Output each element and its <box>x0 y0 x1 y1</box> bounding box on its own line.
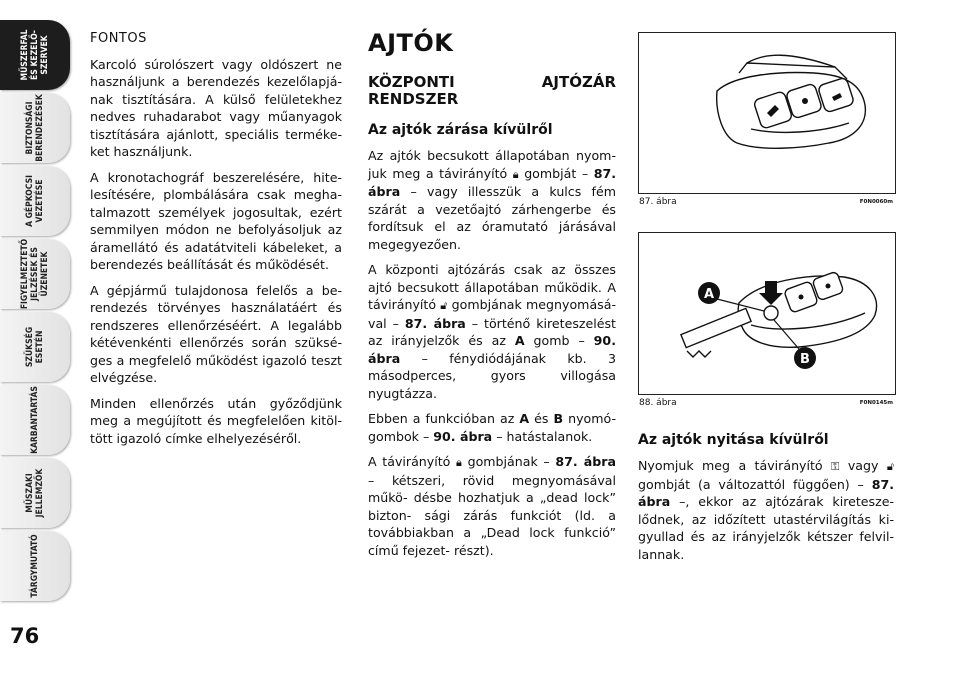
text: Ebben a funkcióban az <box>368 411 520 426</box>
figure-88 <box>638 232 896 408</box>
label-b: B <box>800 352 810 367</box>
tab-targymutato[interactable] <box>0 531 70 601</box>
text: A központi ajtózárás csak az összes ajtó becsukott állapotában működik. A távirányító <box>368 262 616 312</box>
paragraph: A gépjármű tulajdonosa felelős a be- rendezés törvényes használatáért és rendszeres ellenőrzéséért. A legalább kétévenkénti ellenőrzés során szüksé- ges a megfelelő működést igazoló teszt elvégzése. <box>90 282 342 385</box>
key-remote-illustration <box>639 33 895 193</box>
figure-ref: 87. ábra <box>404 315 466 331</box>
text: – fénydiódájának kb. 3 másodperces, gyors villogása nyugtázza. <box>368 350 616 401</box>
tab-label: SZÜKSÉG ESETÉN <box>25 326 45 368</box>
text: gombját (a változattól függően) – <box>638 476 872 492</box>
text: – történő kireteszelést az irányjelzők és az <box>368 315 616 348</box>
text: és <box>529 411 554 426</box>
text: A távirányító <box>368 454 457 469</box>
subsection-title: KÖZPONTI AJTÓZÁR RENDSZER <box>368 73 616 108</box>
unlock-icon: 🔓︎ <box>440 299 448 312</box>
figure-ref: 90. ábra <box>368 333 616 366</box>
figure-ref: 87. ábra <box>555 454 616 469</box>
figure-caption: 87. ábra <box>639 197 677 207</box>
tab-vezetese[interactable] <box>0 166 70 236</box>
label-a: A <box>703 287 715 302</box>
lock-icon: 🔒︎ <box>512 167 519 181</box>
paragraph <box>368 453 616 559</box>
tab-karbantartas[interactable] <box>0 385 70 455</box>
text: gomb – <box>524 333 594 348</box>
text: vagy <box>839 458 887 473</box>
text: – hatástalanok. <box>492 428 593 444</box>
note-heading: FONTOS <box>90 31 147 46</box>
text: gombjának – <box>461 454 556 469</box>
column-opening <box>638 432 894 571</box>
paragraph: Minden ellenőrzés után győződjünk meg a megújított és megfelelően kitöl- tött igazoló címke elhelyezéséről. <box>90 395 342 446</box>
tab-figyelmezteto[interactable] <box>0 239 70 309</box>
text: –, ekkor az ajtózárak kiretesze- lődnek, az időzített utastérvilágítás ki- gyullad és az irányjelzők kétszer felvil- lannak. <box>638 494 894 562</box>
figure-87 <box>638 32 896 207</box>
tab-label: MŰSZERFAL ÉS KEZELŐ- SZERVEK <box>20 29 50 81</box>
topic-heading: Az ajtók zárása kívülről <box>368 122 553 138</box>
paragraph <box>368 261 616 402</box>
paragraph: Karcoló súrolószert vagy oldószert ne használjunk a berendezés kezelőlapjá- nak tisztítására. A külső felületekhez nedves ruhadarabot vagy műanyagok tisztítására ajánlott, speciális terméke- ket használjunk. <box>90 56 342 159</box>
lock-icon: 🔒︎ <box>456 456 462 469</box>
column-important-note <box>90 30 342 455</box>
figure-code: F0N0060m <box>859 199 893 205</box>
tab-biztonsagi[interactable] <box>0 93 70 163</box>
key-icon: ⚿ <box>831 460 840 473</box>
tab-label: A GÉPKOCSI VEZETÉSE <box>25 175 45 227</box>
tab-szukseg[interactable] <box>0 312 70 382</box>
paragraph: A kronotachográf beszerelésére, hite- lesítésére, plombálására csak megha- talmazott személyek jogosultak, ezért semmilyen módon ne befolyásoljuk az áramellátó és adatátviteli kábeleket, a berendezés beállítását és működését. <box>90 169 342 272</box>
text: gombját – <box>518 165 594 181</box>
topic-heading: Az ajtók nyitása kívülről <box>638 432 829 448</box>
column-doors <box>368 30 616 567</box>
paragraph <box>638 457 894 563</box>
paragraph <box>368 410 616 445</box>
figure-code: F0N0145m <box>859 400 893 406</box>
tab-label: TÁRGYMUTATÓ <box>30 534 40 598</box>
figure-ref: 87. ábra <box>368 165 617 199</box>
key-remote-open-illustration <box>639 233 895 394</box>
tab-muszaki[interactable] <box>0 458 70 528</box>
button-ref: A <box>514 333 525 348</box>
text: Nyomjuk meg a távirányító <box>638 458 832 473</box>
text: – vagy illesszük a kulcs fém szárát a vezetőajtó zárhengerbe és fordítsuk el az óramutató járásával megegyezően. <box>368 184 616 252</box>
text: – kétszeri, rövid megnyomásával műkö- désbe hozhatjuk a „dead lock” bizton- sági zárás funkciót (ld. a továbbiakban a „Dead lock funkció” című fejezet- részt). <box>368 472 616 558</box>
tab-label: MŰSZAKI JELLEMZŐK <box>25 468 45 518</box>
page-number: 76 <box>10 624 40 648</box>
tab-label: KARBANTARTÁS <box>30 386 40 454</box>
figure-ref: 90. ábra <box>433 428 493 444</box>
figure-ref: 87. ábra <box>638 476 894 509</box>
text: gombjának megnyomásá- val – <box>368 297 616 331</box>
tab-muszerfal[interactable] <box>0 20 70 90</box>
figure-caption: 88. ábra <box>639 398 677 408</box>
button-ref: B <box>553 411 564 426</box>
unlock-icon: 🔓︎ <box>886 460 894 473</box>
tab-label: FIGYELMEZTETŐ JELZÉSEK ÉS ÜZENETEK <box>20 239 50 309</box>
section-title: AJTÓK <box>368 29 454 57</box>
text: Az ajtók becsukott állapotában nyom- juk meg a távirányító <box>368 148 616 181</box>
tab-label: BIZTONSÁGI BERENDEZÉSEK <box>25 94 45 162</box>
button-ref: A <box>519 411 530 426</box>
text: nyomó- gombok – <box>368 411 616 444</box>
paragraph <box>368 147 616 253</box>
